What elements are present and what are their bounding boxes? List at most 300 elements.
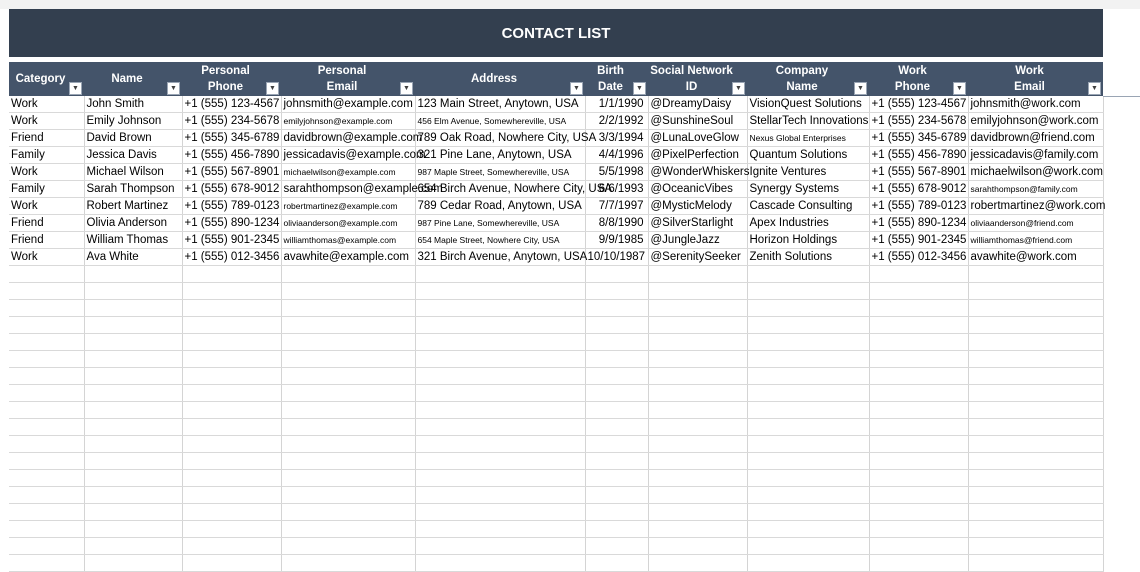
empty-cell[interactable]	[648, 334, 747, 351]
cell-name[interactable]: Emily Johnson	[84, 113, 182, 130]
empty-cell[interactable]	[415, 385, 585, 402]
empty-cell[interactable]	[9, 436, 84, 453]
cell-company-name[interactable]: VisionQuest Solutions	[747, 96, 869, 113]
cell-social-network-id[interactable]: @SerenitySeeker	[648, 249, 747, 266]
cell-address[interactable]: 789 Cedar Road, Anytown, USA	[415, 198, 585, 215]
empty-cell[interactable]	[869, 300, 968, 317]
empty-cell[interactable]	[415, 266, 585, 283]
empty-cell[interactable]	[182, 436, 281, 453]
empty-cell[interactable]	[585, 385, 648, 402]
cell-personal-email[interactable]: michaelwilson@example.com	[281, 164, 415, 181]
cell-social-network-id[interactable]: @SilverStarlight	[648, 215, 747, 232]
cell-personal-phone[interactable]: +1 (555) 678-9012	[182, 181, 281, 198]
empty-cell[interactable]	[9, 504, 84, 521]
empty-cell[interactable]	[415, 402, 585, 419]
empty-cell[interactable]	[968, 453, 1103, 470]
empty-cell[interactable]	[869, 317, 968, 334]
empty-cell[interactable]	[281, 419, 415, 436]
filter-dropdown-icon[interactable]: ▼	[732, 82, 745, 95]
empty-cell[interactable]	[648, 283, 747, 300]
cell-address[interactable]: 987 Pine Lane, Somewhereville, USA	[415, 215, 585, 232]
cell-company-name[interactable]: Horizon Holdings	[747, 232, 869, 249]
empty-cell[interactable]	[281, 470, 415, 487]
empty-cell[interactable]	[182, 334, 281, 351]
empty-cell[interactable]	[415, 436, 585, 453]
cell-category[interactable]: Family	[9, 147, 84, 164]
cell-work-phone[interactable]: +1 (555) 123-4567	[869, 96, 968, 113]
empty-cell[interactable]	[747, 300, 869, 317]
empty-cell[interactable]	[182, 283, 281, 300]
column-header-address[interactable]	[415, 62, 585, 96]
empty-cell[interactable]	[585, 538, 648, 555]
empty-cell[interactable]	[869, 266, 968, 283]
empty-cell[interactable]	[747, 504, 869, 521]
empty-cell[interactable]	[968, 555, 1103, 572]
filter-dropdown-icon[interactable]: ▼	[953, 82, 966, 95]
empty-cell[interactable]	[415, 521, 585, 538]
empty-cell[interactable]	[747, 521, 869, 538]
cell-work-phone[interactable]: +1 (555) 012-3456	[869, 249, 968, 266]
empty-cell[interactable]	[415, 334, 585, 351]
empty-cell[interactable]	[869, 487, 968, 504]
empty-cell[interactable]	[281, 385, 415, 402]
empty-cell[interactable]	[182, 555, 281, 572]
empty-cell[interactable]	[968, 300, 1103, 317]
empty-cell[interactable]	[415, 470, 585, 487]
cell-category[interactable]: Work	[9, 249, 84, 266]
cell-personal-phone[interactable]: +1 (555) 234-5678	[182, 113, 281, 130]
empty-cell[interactable]	[648, 521, 747, 538]
empty-cell[interactable]	[84, 266, 182, 283]
empty-cell[interactable]	[182, 300, 281, 317]
cell-company-name[interactable]: Ignite Ventures	[747, 164, 869, 181]
cell-work-phone[interactable]: +1 (555) 678-9012	[869, 181, 968, 198]
cell-work-email[interactable]: sarahthompson@family.com	[968, 181, 1103, 198]
empty-cell[interactable]	[84, 317, 182, 334]
empty-cell[interactable]	[281, 487, 415, 504]
cell-name[interactable]: Jessica Davis	[84, 147, 182, 164]
empty-cell[interactable]	[9, 300, 84, 317]
empty-cell[interactable]	[869, 453, 968, 470]
empty-cell[interactable]	[415, 283, 585, 300]
empty-cell[interactable]	[585, 317, 648, 334]
empty-cell[interactable]	[84, 521, 182, 538]
empty-cell[interactable]	[281, 453, 415, 470]
cell-company-name[interactable]: Quantum Solutions	[747, 147, 869, 164]
column-header-personal-phone[interactable]	[182, 62, 281, 96]
column-header-social-network-id[interactable]	[648, 62, 747, 96]
cell-birth-date[interactable]: 5/5/1998	[585, 164, 648, 181]
cell-category[interactable]: Work	[9, 96, 84, 113]
empty-cell[interactable]	[182, 368, 281, 385]
cell-name[interactable]: John Smith	[84, 96, 182, 113]
cell-work-email[interactable]: williamthomas@friend.com	[968, 232, 1103, 249]
empty-cell[interactable]	[415, 487, 585, 504]
empty-cell[interactable]	[9, 317, 84, 334]
empty-cell[interactable]	[968, 504, 1103, 521]
cell-category[interactable]: Work	[9, 164, 84, 181]
cell-personal-email[interactable]: williamthomas@example.com	[281, 232, 415, 249]
empty-cell[interactable]	[9, 419, 84, 436]
empty-cell[interactable]	[84, 487, 182, 504]
empty-cell[interactable]	[869, 470, 968, 487]
empty-cell[interactable]	[9, 266, 84, 283]
cell-address[interactable]: 987 Maple Street, Somewhereville, USA	[415, 164, 585, 181]
cell-birth-date[interactable]: 9/9/1985	[585, 232, 648, 249]
empty-cell[interactable]	[869, 368, 968, 385]
empty-cell[interactable]	[84, 470, 182, 487]
empty-cell[interactable]	[747, 368, 869, 385]
empty-cell[interactable]	[648, 317, 747, 334]
cell-category[interactable]: Friend	[9, 130, 84, 147]
empty-cell[interactable]	[648, 419, 747, 436]
cell-birth-date[interactable]: 10/10/1987	[585, 249, 648, 266]
empty-cell[interactable]	[968, 317, 1103, 334]
cell-social-network-id[interactable]: @MysticMelody	[648, 198, 747, 215]
empty-cell[interactable]	[415, 351, 585, 368]
empty-cell[interactable]	[585, 436, 648, 453]
empty-cell[interactable]	[281, 521, 415, 538]
cell-personal-email[interactable]: sarahthompson@example.com	[281, 181, 415, 198]
cell-personal-phone[interactable]: +1 (555) 123-4567	[182, 96, 281, 113]
empty-cell[interactable]	[648, 368, 747, 385]
cell-personal-phone[interactable]: +1 (555) 345-6789	[182, 130, 281, 147]
empty-cell[interactable]	[585, 283, 648, 300]
empty-cell[interactable]	[585, 419, 648, 436]
cell-company-name[interactable]: Apex Industries	[747, 215, 869, 232]
empty-cell[interactable]	[415, 504, 585, 521]
filter-dropdown-icon[interactable]: ▼	[400, 82, 413, 95]
cell-company-name[interactable]: Cascade Consulting	[747, 198, 869, 215]
filter-dropdown-icon[interactable]: ▼	[1088, 82, 1101, 95]
empty-cell[interactable]	[281, 266, 415, 283]
empty-cell[interactable]	[9, 402, 84, 419]
empty-cell[interactable]	[968, 283, 1103, 300]
empty-cell[interactable]	[648, 453, 747, 470]
empty-cell[interactable]	[747, 419, 869, 436]
empty-cell[interactable]	[84, 555, 182, 572]
empty-cell[interactable]	[747, 385, 869, 402]
empty-cell[interactable]	[648, 266, 747, 283]
empty-cell[interactable]	[869, 334, 968, 351]
empty-cell[interactable]	[182, 266, 281, 283]
empty-cell[interactable]	[281, 300, 415, 317]
empty-cell[interactable]	[9, 385, 84, 402]
cell-work-phone[interactable]: +1 (555) 890-1234	[869, 215, 968, 232]
cell-birth-date[interactable]: 4/4/1996	[585, 147, 648, 164]
empty-cell[interactable]	[84, 436, 182, 453]
cell-category[interactable]: Work	[9, 198, 84, 215]
empty-cell[interactable]	[648, 402, 747, 419]
empty-cell[interactable]	[281, 436, 415, 453]
cell-work-email[interactable]: johnsmith@work.com	[968, 96, 1103, 113]
empty-cell[interactable]	[648, 470, 747, 487]
empty-cell[interactable]	[415, 555, 585, 572]
cell-social-network-id[interactable]: @SunshineSoul	[648, 113, 747, 130]
empty-cell[interactable]	[585, 453, 648, 470]
empty-cell[interactable]	[968, 419, 1103, 436]
cell-birth-date[interactable]: 7/7/1997	[585, 198, 648, 215]
cell-personal-email[interactable]: oliviaanderson@example.com	[281, 215, 415, 232]
cell-category[interactable]: Work	[9, 113, 84, 130]
empty-cell[interactable]	[747, 266, 869, 283]
empty-cell[interactable]	[747, 283, 869, 300]
empty-cell[interactable]	[869, 555, 968, 572]
empty-cell[interactable]	[747, 555, 869, 572]
empty-cell[interactable]	[415, 538, 585, 555]
cell-work-email[interactable]: jessicadavis@family.com	[968, 147, 1103, 164]
cell-address[interactable]: 456 Elm Avenue, Somewhereville, USA	[415, 113, 585, 130]
cell-personal-email[interactable]: robertmartinez@example.com	[281, 198, 415, 215]
cell-personal-phone[interactable]: +1 (555) 456-7890	[182, 147, 281, 164]
empty-cell[interactable]	[415, 317, 585, 334]
cell-work-phone[interactable]: +1 (555) 901-2345	[869, 232, 968, 249]
empty-cell[interactable]	[747, 487, 869, 504]
column-header-personal-email[interactable]	[281, 62, 415, 96]
cell-name[interactable]: Robert Martinez	[84, 198, 182, 215]
column-header-category[interactable]	[9, 62, 84, 96]
empty-cell[interactable]	[84, 300, 182, 317]
empty-cell[interactable]	[648, 504, 747, 521]
empty-cell[interactable]	[281, 351, 415, 368]
filter-dropdown-icon[interactable]: ▼	[266, 82, 279, 95]
cell-personal-email[interactable]: avawhite@example.com	[281, 249, 415, 266]
empty-cell[interactable]	[585, 470, 648, 487]
cell-address[interactable]: 654 Maple Street, Nowhere City, USA	[415, 232, 585, 249]
empty-cell[interactable]	[585, 351, 648, 368]
empty-cell[interactable]	[968, 521, 1103, 538]
cell-personal-phone[interactable]: +1 (555) 901-2345	[182, 232, 281, 249]
empty-cell[interactable]	[869, 283, 968, 300]
column-header-work-email[interactable]	[968, 62, 1103, 96]
column-header-work-phone[interactable]	[869, 62, 968, 96]
empty-cell[interactable]	[281, 538, 415, 555]
empty-cell[interactable]	[182, 470, 281, 487]
cell-social-network-id[interactable]: @JungleJazz	[648, 232, 747, 249]
cell-birth-date[interactable]: 3/3/1994	[585, 130, 648, 147]
cell-work-email[interactable]: oliviaanderson@friend.com	[968, 215, 1103, 232]
empty-cell[interactable]	[585, 504, 648, 521]
cell-address[interactable]: 654 Birch Avenue, Nowhere City, USA	[415, 181, 585, 198]
empty-cell[interactable]	[281, 555, 415, 572]
empty-cell[interactable]	[869, 538, 968, 555]
cell-work-email[interactable]: davidbrown@friend.com	[968, 130, 1103, 147]
empty-cell[interactable]	[84, 402, 182, 419]
empty-cell[interactable]	[281, 504, 415, 521]
empty-cell[interactable]	[648, 385, 747, 402]
empty-cell[interactable]	[869, 385, 968, 402]
empty-cell[interactable]	[968, 487, 1103, 504]
empty-cell[interactable]	[585, 487, 648, 504]
cell-personal-phone[interactable]: +1 (555) 012-3456	[182, 249, 281, 266]
empty-cell[interactable]	[9, 538, 84, 555]
cell-social-network-id[interactable]: @WonderWhiskers	[648, 164, 747, 181]
empty-cell[interactable]	[968, 538, 1103, 555]
empty-cell[interactable]	[9, 555, 84, 572]
empty-cell[interactable]	[415, 453, 585, 470]
empty-cell[interactable]	[182, 385, 281, 402]
empty-cell[interactable]	[648, 555, 747, 572]
cell-social-network-id[interactable]: @OceanicVibes	[648, 181, 747, 198]
cell-work-email[interactable]: emilyjohnson@work.com	[968, 113, 1103, 130]
cell-personal-email[interactable]: johnsmith@example.com	[281, 96, 415, 113]
empty-cell[interactable]	[182, 487, 281, 504]
empty-cell[interactable]	[84, 453, 182, 470]
empty-cell[interactable]	[84, 351, 182, 368]
cell-personal-phone[interactable]: +1 (555) 567-8901	[182, 164, 281, 181]
cell-company-name[interactable]: StellarTech Innovations	[747, 113, 869, 130]
empty-cell[interactable]	[182, 351, 281, 368]
empty-cell[interactable]	[968, 266, 1103, 283]
empty-cell[interactable]	[585, 368, 648, 385]
cell-name[interactable]: Olivia Anderson	[84, 215, 182, 232]
cell-personal-phone[interactable]: +1 (555) 789-0123	[182, 198, 281, 215]
empty-cell[interactable]	[869, 419, 968, 436]
empty-cell[interactable]	[84, 538, 182, 555]
empty-cell[interactable]	[9, 351, 84, 368]
empty-cell[interactable]	[281, 368, 415, 385]
cell-work-phone[interactable]: +1 (555) 789-0123	[869, 198, 968, 215]
cell-work-email[interactable]: avawhite@work.com	[968, 249, 1103, 266]
empty-cell[interactable]	[84, 283, 182, 300]
empty-cell[interactable]	[747, 470, 869, 487]
empty-cell[interactable]	[869, 402, 968, 419]
empty-cell[interactable]	[648, 487, 747, 504]
cell-name[interactable]: Ava White	[84, 249, 182, 266]
cell-address[interactable]: 789 Oak Road, Nowhere City, USA	[415, 130, 585, 147]
empty-cell[interactable]	[182, 402, 281, 419]
column-header-company-name[interactable]	[747, 62, 869, 96]
empty-cell[interactable]	[9, 521, 84, 538]
empty-cell[interactable]	[415, 300, 585, 317]
empty-cell[interactable]	[585, 402, 648, 419]
cell-work-phone[interactable]: +1 (555) 456-7890	[869, 147, 968, 164]
empty-cell[interactable]	[281, 283, 415, 300]
cell-name[interactable]: William Thomas	[84, 232, 182, 249]
empty-cell[interactable]	[182, 453, 281, 470]
cell-address[interactable]: 321 Pine Lane, Anytown, USA	[415, 147, 585, 164]
filter-dropdown-icon[interactable]: ▼	[167, 82, 180, 95]
column-header-name[interactable]	[84, 62, 182, 96]
empty-cell[interactable]	[747, 453, 869, 470]
cell-birth-date[interactable]: 1/1/1990	[585, 96, 648, 113]
cell-personal-email[interactable]: jessicadavis@example.com	[281, 147, 415, 164]
cell-name[interactable]: Sarah Thompson	[84, 181, 182, 198]
cell-work-phone[interactable]: +1 (555) 345-6789	[869, 130, 968, 147]
cell-company-name[interactable]: Synergy Systems	[747, 181, 869, 198]
empty-cell[interactable]	[182, 521, 281, 538]
empty-cell[interactable]	[84, 334, 182, 351]
cell-work-phone[interactable]: +1 (555) 234-5678	[869, 113, 968, 130]
empty-cell[interactable]	[281, 334, 415, 351]
empty-cell[interactable]	[747, 436, 869, 453]
cell-address[interactable]: 321 Birch Avenue, Anytown, USA	[415, 249, 585, 266]
cell-work-phone[interactable]: +1 (555) 567-8901	[869, 164, 968, 181]
empty-cell[interactable]	[9, 470, 84, 487]
empty-cell[interactable]	[415, 419, 585, 436]
empty-cell[interactable]	[968, 334, 1103, 351]
empty-cell[interactable]	[968, 368, 1103, 385]
cell-birth-date[interactable]: 2/2/1992	[585, 113, 648, 130]
empty-cell[interactable]	[182, 419, 281, 436]
cell-work-email[interactable]: michaelwilson@work.com	[968, 164, 1103, 181]
empty-cell[interactable]	[747, 538, 869, 555]
empty-cell[interactable]	[869, 521, 968, 538]
empty-cell[interactable]	[747, 351, 869, 368]
filter-dropdown-icon[interactable]: ▼	[854, 82, 867, 95]
filter-dropdown-icon[interactable]: ▼	[69, 82, 82, 95]
empty-cell[interactable]	[281, 317, 415, 334]
empty-cell[interactable]	[585, 300, 648, 317]
cell-birth-date[interactable]: 8/8/1990	[585, 215, 648, 232]
cell-address[interactable]: 123 Main Street, Anytown, USA	[415, 96, 585, 113]
cell-birth-date[interactable]: 6/6/1993	[585, 181, 648, 198]
empty-cell[interactable]	[9, 334, 84, 351]
empty-cell[interactable]	[415, 368, 585, 385]
cell-name[interactable]: Michael Wilson	[84, 164, 182, 181]
empty-cell[interactable]	[281, 402, 415, 419]
empty-cell[interactable]	[648, 436, 747, 453]
empty-cell[interactable]	[747, 402, 869, 419]
empty-cell[interactable]	[869, 436, 968, 453]
empty-cell[interactable]	[747, 317, 869, 334]
empty-cell[interactable]	[585, 266, 648, 283]
empty-cell[interactable]	[585, 521, 648, 538]
cell-work-email[interactable]: robertmartinez@work.com	[968, 198, 1103, 215]
column-header-birth-date[interactable]	[585, 62, 648, 96]
empty-cell[interactable]	[9, 453, 84, 470]
empty-cell[interactable]	[182, 504, 281, 521]
cell-social-network-id[interactable]: @LunaLoveGlow	[648, 130, 747, 147]
empty-cell[interactable]	[968, 470, 1103, 487]
empty-cell[interactable]	[747, 334, 869, 351]
empty-cell[interactable]	[84, 419, 182, 436]
empty-cell[interactable]	[84, 385, 182, 402]
empty-cell[interactable]	[968, 385, 1103, 402]
cell-category[interactable]: Family	[9, 181, 84, 198]
empty-cell[interactable]	[585, 555, 648, 572]
empty-cell[interactable]	[84, 504, 182, 521]
empty-cell[interactable]	[648, 351, 747, 368]
empty-cell[interactable]	[648, 300, 747, 317]
empty-cell[interactable]	[9, 368, 84, 385]
empty-cell[interactable]	[968, 402, 1103, 419]
filter-dropdown-icon[interactable]: ▼	[570, 82, 583, 95]
empty-cell[interactable]	[84, 368, 182, 385]
empty-cell[interactable]	[968, 351, 1103, 368]
empty-cell[interactable]	[968, 436, 1103, 453]
empty-cell[interactable]	[869, 351, 968, 368]
empty-cell[interactable]	[182, 538, 281, 555]
empty-cell[interactable]	[182, 317, 281, 334]
cell-personal-email[interactable]: emilyjohnson@example.com	[281, 113, 415, 130]
cell-company-name[interactable]: Nexus Global Enterprises	[747, 130, 869, 147]
empty-cell[interactable]	[9, 487, 84, 504]
filter-dropdown-icon[interactable]: ▼	[633, 82, 646, 95]
cell-name[interactable]: David Brown	[84, 130, 182, 147]
empty-cell[interactable]	[585, 334, 648, 351]
cell-social-network-id[interactable]: @DreamyDaisy	[648, 96, 747, 113]
empty-cell[interactable]	[9, 283, 84, 300]
cell-company-name[interactable]: Zenith Solutions	[747, 249, 869, 266]
cell-personal-phone[interactable]: +1 (555) 890-1234	[182, 215, 281, 232]
cell-social-network-id[interactable]: @PixelPerfection	[648, 147, 747, 164]
cell-personal-email[interactable]: davidbrown@example.com	[281, 130, 415, 147]
empty-cell[interactable]	[869, 504, 968, 521]
cell-category[interactable]: Friend	[9, 215, 84, 232]
empty-cell[interactable]	[648, 538, 747, 555]
cell-category[interactable]: Friend	[9, 232, 84, 249]
